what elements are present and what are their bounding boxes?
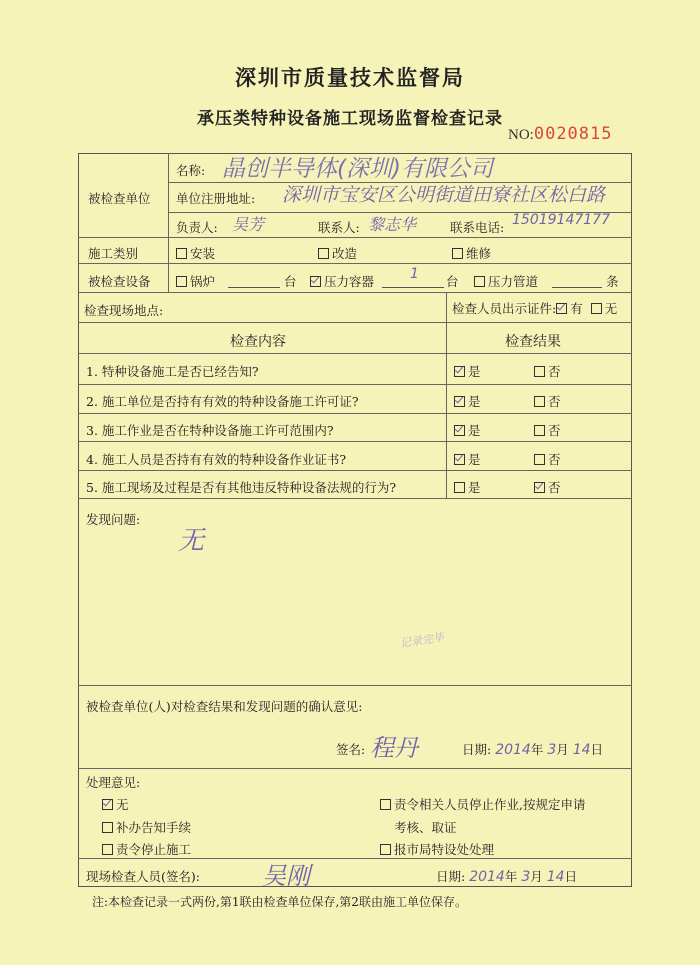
checkbox[interactable] [380, 799, 391, 810]
checkbox[interactable] [380, 844, 391, 855]
handling-notify[interactable]: 补办告知手续 [102, 818, 191, 836]
checkbox[interactable] [454, 454, 465, 465]
checkbox[interactable] [534, 425, 545, 436]
confirmation-label: 被检查单位(人)对检查结果和发现问题的确认意见: [86, 699, 363, 714]
checkbox[interactable] [102, 844, 113, 855]
name-label: 名称: [176, 163, 206, 178]
bureau-title: 深圳市质量技术监督局 [235, 65, 465, 90]
name-value: 晶创半导体(深圳)有限公司 [222, 156, 493, 182]
item-5-yes[interactable]: 是 [454, 478, 481, 496]
cert-shown: 检查人员出示证件: 有 无 [452, 301, 618, 316]
serial-value: 0020815 [533, 124, 613, 144]
check-item-5: 5. 施工现场及过程是否有其他违反特种设备法规的行为? [86, 480, 397, 495]
footnote: 注:本检查记录一式两份,第1联由检查单位保存,第2联由施工单位保存。 [92, 895, 467, 909]
content-header: 检查内容 [230, 334, 286, 350]
inspector-date: 日期: 2014年 3月 14日 [436, 869, 578, 885]
handling-report[interactable]: 报市局特设处处理 [380, 840, 494, 858]
item-4-yes[interactable]: 是 [454, 450, 481, 468]
handling-none[interactable]: 无 [102, 795, 129, 813]
vessel-option[interactable]: 压力容器 [310, 272, 374, 290]
checkbox[interactable] [452, 248, 463, 259]
contact-value: 黎志华 [368, 215, 417, 234]
site-label: 检查现场地点: [84, 303, 164, 318]
construction-type-label: 施工类别 [88, 246, 139, 261]
type-modify[interactable]: 改造 [318, 244, 357, 262]
checkbox[interactable] [102, 799, 113, 810]
principal-label: 负责人: [176, 220, 218, 235]
vessel-unit: 台 [446, 274, 459, 289]
item-2-yes[interactable]: 是 [454, 392, 481, 410]
pipe-option[interactable]: 压力管道 [474, 272, 538, 290]
check-item-1: 1. 特种设备施工是否已经告知? [86, 364, 259, 379]
findings-value: 无 [178, 526, 205, 556]
checkbox[interactable] [534, 396, 545, 407]
findings-label: 发现问题: [86, 512, 141, 527]
checkbox[interactable] [534, 366, 545, 377]
checkbox[interactable] [454, 366, 465, 377]
type-install[interactable]: 安装 [176, 244, 215, 262]
phone-value: 15019147177 [512, 212, 610, 228]
confirm-sign-label: 签名: [336, 742, 366, 757]
equipment-label: 被检查设备 [88, 274, 151, 289]
serial-number [508, 124, 613, 144]
item-5-no[interactable]: 否 [534, 478, 561, 496]
inspector-sign-value: 吴刚 [262, 862, 310, 890]
item-2-no[interactable]: 否 [534, 392, 561, 410]
contact-label: 联系人: [318, 220, 360, 235]
handling-responsible-cont: 考核、取证 [394, 820, 457, 835]
checkbox[interactable] [176, 276, 187, 287]
checkbox[interactable] [556, 303, 567, 314]
checkbox[interactable] [474, 276, 485, 287]
principal-value: 吴芳 [232, 215, 265, 234]
item-3-no[interactable]: 否 [534, 421, 561, 439]
item-4-no[interactable]: 否 [534, 450, 561, 468]
address-value: 深圳市宝安区公明街道田寮社区松白路 [282, 184, 606, 206]
item-3-yes[interactable]: 是 [454, 421, 481, 439]
boiler-unit: 台 [284, 274, 297, 289]
checkbox[interactable] [534, 482, 545, 493]
faint-stamp: 记录完毕 [399, 630, 445, 650]
boiler-option[interactable]: 锅炉 [176, 272, 215, 290]
checkbox[interactable] [102, 822, 113, 833]
handling-stop[interactable]: 责令停止施工 [102, 840, 191, 858]
unit-section-label: 被检查单位 [88, 191, 151, 206]
handling-label: 处理意见: [86, 775, 141, 790]
inspector-label: 现场检查人员(签名): [86, 869, 200, 884]
address-label: 单位注册地址: [176, 191, 256, 206]
vessel-count: 1 [410, 266, 419, 282]
confirm-sign-value: 程丹 [370, 734, 418, 762]
type-repair[interactable]: 维修 [452, 244, 491, 262]
check-item-2: 2. 施工单位是否持有有效的特种设备施工许可证? [86, 394, 359, 409]
item-1-yes[interactable]: 是 [454, 362, 481, 380]
serial-label: NO: [508, 127, 534, 143]
item-1-no[interactable]: 否 [534, 362, 561, 380]
form-title: 承压类特种设备施工现场监督检查记录 [197, 109, 503, 129]
result-header: 检查结果 [505, 334, 561, 350]
checkbox[interactable] [318, 248, 329, 259]
checkbox[interactable] [454, 425, 465, 436]
checkbox[interactable] [176, 248, 187, 259]
phone-label: 联系电话: [450, 220, 505, 235]
checkbox[interactable] [454, 396, 465, 407]
checkbox[interactable] [591, 303, 602, 314]
checkbox[interactable] [454, 482, 465, 493]
check-item-4: 4. 施工人员是否持有有效的特种设备作业证书? [86, 452, 347, 467]
handling-responsible[interactable]: 责令相关人员停止作业,按规定申请 [380, 795, 585, 813]
confirm-date: 日期: 2014年 3月 14日 [462, 742, 604, 758]
checkbox[interactable] [310, 276, 321, 287]
checkbox[interactable] [534, 454, 545, 465]
pipe-unit: 条 [606, 274, 619, 289]
check-item-3: 3. 施工作业是否在特种设备施工许可范围内? [86, 423, 334, 438]
